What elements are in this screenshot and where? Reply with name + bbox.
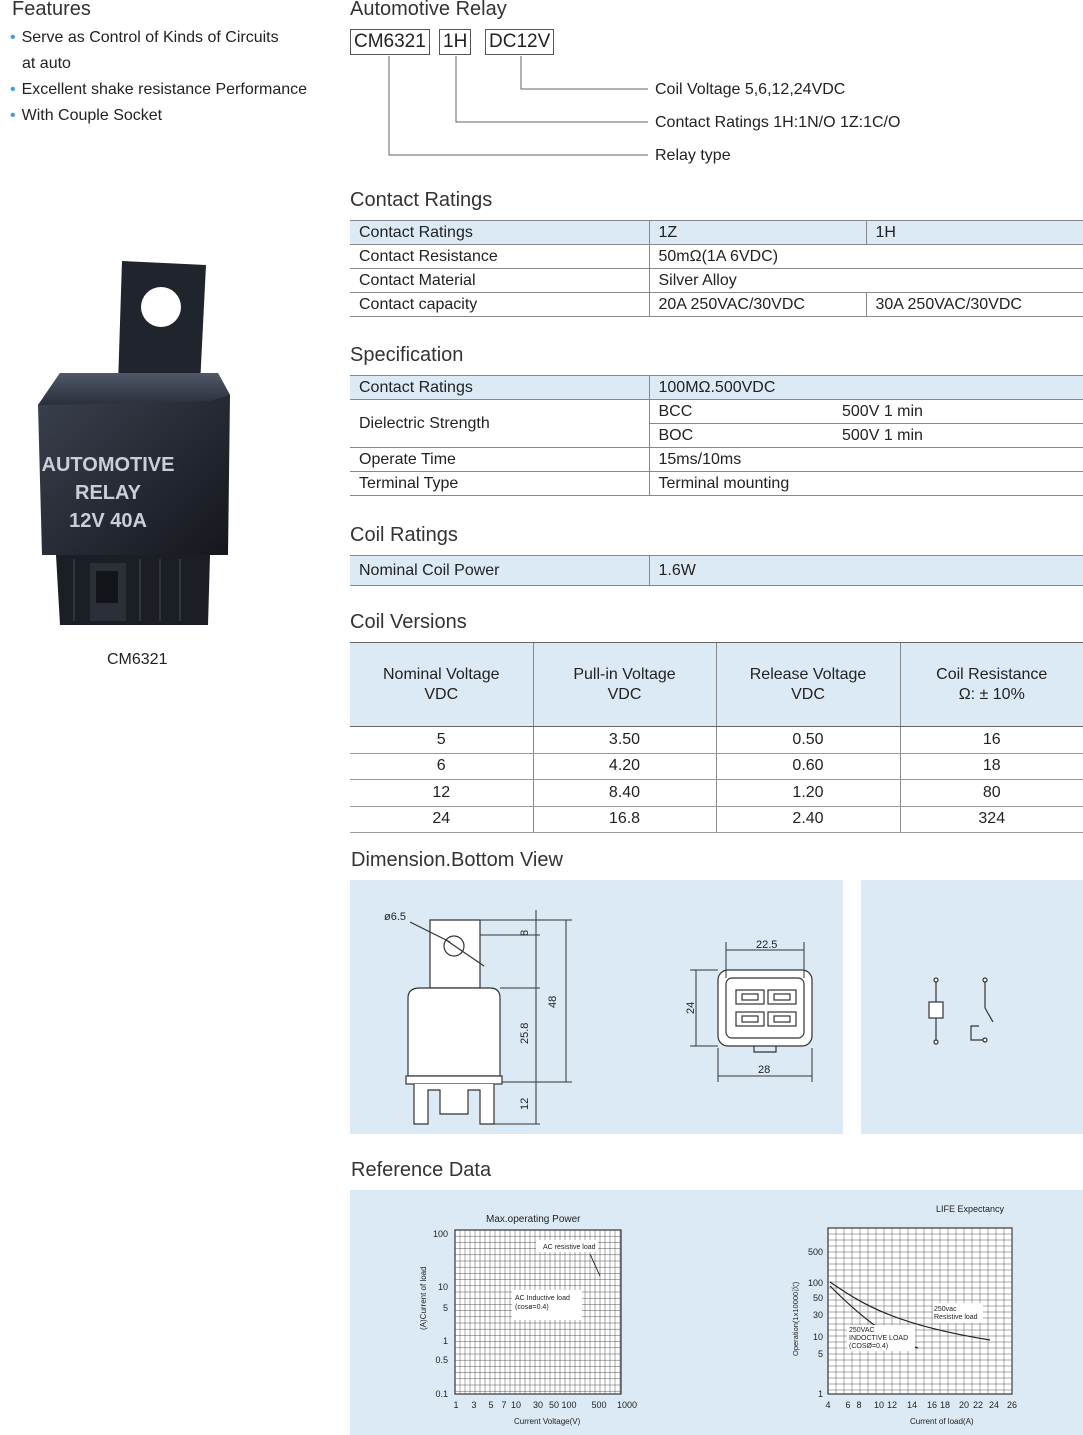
cell-value: 80: [900, 780, 1083, 807]
y-axis-label: (A)Current of load: [419, 1266, 428, 1330]
chart-title: Max.operating Power: [486, 1214, 581, 1225]
y-tick-label: 1: [817, 1389, 823, 1399]
dimension-title: Dimension.Bottom View: [351, 849, 563, 871]
cell-value: 30A 250VAC/30VDC: [866, 293, 1083, 317]
feature-item: • Excellent shake resistance Performance: [10, 81, 308, 98]
max-operating-power-chart: [350, 1190, 720, 1435]
table-row: [350, 400, 1083, 424]
reference-title: Reference Data: [351, 1159, 492, 1181]
row-label: Terminal Type: [350, 472, 649, 496]
cell-value: Terminal mounting: [649, 472, 1083, 496]
x-tick-label: 100: [561, 1400, 577, 1410]
series-label-resistive: Resistive load: [934, 1314, 978, 1321]
table-row: [350, 780, 1083, 807]
series-label-inductive: INDOCTIVE LOAD: [849, 1335, 909, 1342]
cell-value: Silver Alloy: [649, 269, 1083, 293]
dimension-label: 24: [685, 1001, 697, 1014]
y-tick-label: 5: [442, 1303, 448, 1313]
feature-item: • Serve as Control of Kinds of Circuits: [10, 29, 279, 46]
y-tick-label: 1: [442, 1336, 448, 1346]
series-label-inductive: 250VAC: [849, 1327, 875, 1334]
features-list: [10, 25, 307, 129]
x-tick-label: 14: [906, 1400, 918, 1410]
bullet-icon: •: [10, 107, 16, 124]
x-tick-label: 8: [856, 1400, 862, 1410]
x-tick-label: 24: [988, 1400, 1000, 1410]
series-label-inductive: AC Inductive load: [515, 1295, 570, 1302]
y-tick-label: 500: [807, 1247, 823, 1257]
table-row: [350, 245, 1083, 269]
row-label: Operate Time: [350, 448, 649, 472]
series-label-inductive: (COSØ=0.4): [849, 1343, 889, 1350]
series-label-inductive: (cosø=0.4): [515, 1304, 549, 1311]
cell-value: 16.8: [533, 806, 716, 833]
table-header-row: [350, 643, 1083, 727]
dimension-label: 22.5: [756, 939, 778, 951]
x-tick-label: 500: [591, 1400, 607, 1410]
column-header: Nominal Voltage VDC: [350, 643, 533, 727]
cell-value: 1.6W: [649, 556, 1083, 586]
life-expectancy-chart: [770, 1190, 1083, 1435]
table-row: [350, 727, 1083, 754]
table-row: [350, 269, 1083, 293]
y-tick-label: 50: [812, 1293, 823, 1303]
y-tick-label: 0.5: [435, 1355, 448, 1365]
cell-value: 100MΩ.500VDC: [649, 376, 1083, 400]
cell-value: 20A 250VAC/30VDC: [649, 293, 866, 317]
y-tick-label: 100: [432, 1229, 448, 1239]
product-label-line: 12V 40A: [69, 510, 147, 532]
cell-value: 5: [350, 727, 533, 754]
dimension-label: 8: [519, 929, 531, 936]
table-row: [350, 806, 1083, 833]
dimension-drawing: [350, 880, 843, 1134]
row-label: Contact Material: [350, 269, 649, 293]
cell-value: 2.40: [716, 806, 900, 833]
x-tick-label: 10: [873, 1400, 885, 1410]
cell-value: 12: [350, 780, 533, 807]
product-label-line: AUTOMOTIVE: [41, 454, 175, 476]
cell-value: BCC: [649, 400, 833, 424]
table-row: [350, 556, 1083, 586]
code-leader-lines: [380, 56, 660, 166]
table-row: [350, 221, 1083, 245]
x-tick-label: 50: [548, 1400, 560, 1410]
cell-value: 1H: [866, 221, 1083, 245]
table-row: [350, 376, 1083, 400]
x-axis-label: Current Voltage(V): [514, 1417, 581, 1426]
x-tick-label: 12: [886, 1400, 898, 1410]
dimension-label: 25.8: [519, 1022, 531, 1044]
ordering-title: Automotive Relay: [350, 0, 507, 20]
column-header: Release Voltage VDC: [716, 643, 900, 727]
row-label: Contact capacity: [350, 293, 649, 317]
schematic-panel: [861, 880, 1083, 1134]
cell-value: 8.40: [533, 780, 716, 807]
dimension-drawing-panel: [350, 880, 843, 1134]
x-tick-label: 7: [501, 1400, 507, 1410]
product-label-line: RELAY: [75, 482, 141, 504]
cell-value: 24: [350, 806, 533, 833]
hole-diameter-label: ø6.5: [384, 911, 407, 923]
table-row: [350, 472, 1083, 496]
contact-ratings-note: Contact Ratings 1H:1N/O 1Z:1C/O: [655, 114, 901, 131]
coil-voltage-note: Coil Voltage 5,6,12,24VDC: [655, 81, 846, 98]
dimension-label: 48: [547, 995, 559, 1008]
code-box-voltage: DC12V: [485, 29, 554, 55]
y-tick-label: 10: [812, 1332, 823, 1342]
x-tick-label: 1000: [616, 1400, 638, 1410]
product-photo: [30, 255, 240, 635]
x-tick-label: 30: [532, 1400, 544, 1410]
code-box-contact: 1H: [439, 29, 471, 55]
column-header: Pull-in Voltage VDC: [533, 643, 716, 727]
cell-value: BOC: [649, 424, 833, 448]
x-tick-label: 26: [1006, 1400, 1018, 1410]
x-tick-label: 5: [488, 1400, 494, 1410]
contact-ratings-table: [350, 220, 1083, 317]
x-tick-label: 6: [845, 1400, 851, 1410]
cell-value: 500V 1 min: [833, 400, 1083, 424]
cell-value: 16: [900, 727, 1083, 754]
table-row: [350, 753, 1083, 780]
x-tick-label: 18: [939, 1400, 951, 1410]
cell-value: 3.50: [533, 727, 716, 754]
feature-item-continued: at auto: [22, 55, 71, 72]
y-tick-label: 100: [807, 1278, 823, 1288]
cell-value: 324: [900, 806, 1083, 833]
y-tick-label: 30: [812, 1310, 823, 1320]
wiring-schematic: [861, 880, 1083, 1134]
y-tick-label: 0.1: [435, 1389, 448, 1399]
specification-title: Specification: [350, 344, 464, 366]
cell-value: 4.20: [533, 753, 716, 780]
row-label: Nominal Coil Power: [350, 556, 649, 586]
product-model-caption: CM6321: [107, 651, 168, 668]
feature-item: • With Couple Socket: [10, 107, 163, 124]
x-tick-label: 3: [471, 1400, 477, 1410]
x-axis-label: Current of load(A): [910, 1417, 974, 1426]
y-tick-label: 10: [437, 1282, 448, 1292]
coil-ratings-title: Coil Ratings: [350, 524, 458, 546]
x-tick-label: 10: [510, 1400, 522, 1410]
cell-value: 1Z: [649, 221, 866, 245]
cell-value: 6: [350, 753, 533, 780]
dimension-label: 28: [758, 1064, 771, 1076]
x-tick-label: 16: [926, 1400, 938, 1410]
x-tick-label: 20: [958, 1400, 970, 1410]
series-label-resistive: 250vac: [934, 1306, 957, 1313]
code-box-model: CM6321: [350, 29, 430, 55]
cell-value: 18: [900, 753, 1083, 780]
x-tick-label: 4: [825, 1400, 831, 1410]
y-axis-label: Operation(1x10000次): [791, 1281, 800, 1356]
bullet-icon: •: [10, 29, 16, 46]
coil-versions-title: Coil Versions: [350, 611, 467, 633]
contact-ratings-title: Contact Ratings: [350, 189, 493, 211]
row-label: Dielectric Strength: [350, 400, 649, 448]
chart-title: LIFE Expectancy: [936, 1204, 1005, 1214]
relay-type-note: Relay type: [655, 147, 731, 164]
bullet-icon: •: [10, 81, 16, 98]
series-label-resistive: AC resistive load: [543, 1244, 596, 1251]
specification-table: [350, 375, 1083, 496]
cell-value: 0.50: [716, 727, 900, 754]
cell-value: 0.60: [716, 753, 900, 780]
row-label: Contact Ratings: [350, 221, 649, 245]
x-tick-label: 22: [972, 1400, 984, 1410]
coil-versions-table: [350, 642, 1083, 833]
column-header: Coil Resistance Ω: ± 10%: [900, 643, 1083, 727]
reference-panel: [350, 1190, 1083, 1435]
cell-value: 1.20: [716, 780, 900, 807]
cell-value: 500V 1 min: [833, 424, 1083, 448]
row-label: Contact Resistance: [350, 245, 649, 269]
x-tick-label: 1: [453, 1400, 459, 1410]
y-tick-label: 5: [817, 1349, 823, 1359]
table-row: [350, 448, 1083, 472]
table-row: [350, 293, 1083, 317]
row-label: Contact Ratings: [350, 376, 649, 400]
features-title: Features: [12, 0, 91, 20]
coil-ratings-table: [350, 555, 1083, 586]
cell-value: 50mΩ(1A 6VDC): [649, 245, 1083, 269]
dimension-label: 12: [519, 1097, 531, 1110]
cell-value: 15ms/10ms: [649, 448, 1083, 472]
